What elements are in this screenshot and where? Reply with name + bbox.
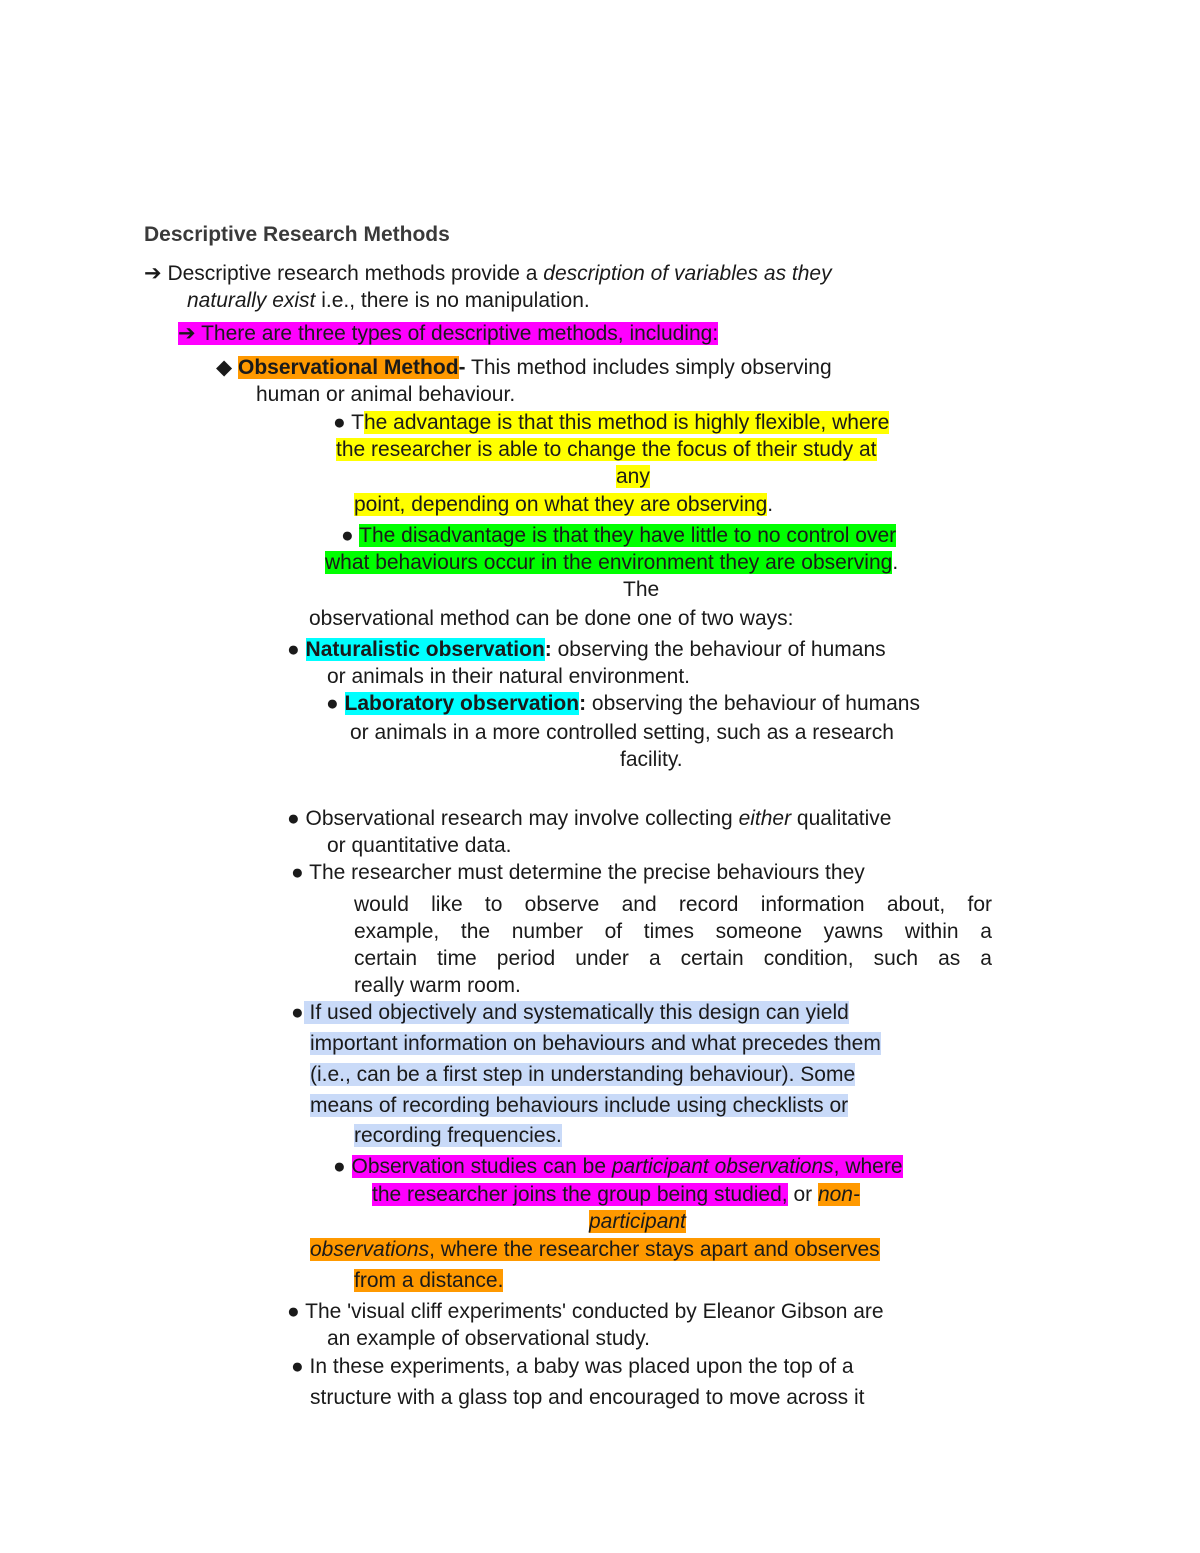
- qualitative-line-2: or quantitative data.: [327, 834, 512, 857]
- participant-line-3: participant: [589, 1210, 686, 1233]
- observational-method-line-2: human or animal behaviour.: [256, 383, 516, 406]
- document-title: Descriptive Research Methods: [144, 223, 450, 246]
- bullet-icon: ●: [326, 692, 339, 715]
- precise-line-3: example, the number of times someone yawns within a: [354, 920, 992, 943]
- objective-line-2: important information on behaviours and what precedes them: [310, 1032, 881, 1055]
- types-line: ➔ There are three types of descriptive methods, including:: [178, 322, 719, 345]
- bullet-icon: ●: [287, 807, 300, 830]
- intro-line-2: naturally exist i.e., there is no manipulation.: [187, 289, 590, 312]
- bullet-icon: ●: [287, 638, 300, 661]
- precise-line-5: really warm room.: [354, 974, 521, 997]
- bullet-icon: ●: [287, 1300, 300, 1323]
- objective-line-1: ● If used objectively and systematically this design can yield: [291, 1001, 849, 1024]
- laboratory-line-2: or animals in a more controlled setting, such as a research: [350, 721, 894, 744]
- disadvantage-line-3: The: [623, 578, 660, 601]
- disadvantage-line-4: observational method can be done one of two ways:: [309, 607, 794, 630]
- laboratory-line-1: ● Laboratory observation: observing the behaviour of humans: [326, 692, 920, 715]
- disadvantage-line-1: ● The disadvantage is that they have little to no control over: [341, 524, 897, 547]
- naturalistic-line-2: or animals in their natural environment.: [327, 665, 691, 688]
- bullet-icon: ●: [333, 411, 346, 434]
- participant-line-4: observations, where the researcher stays apart and observes: [310, 1238, 880, 1261]
- participant-line-5: from a distance.: [354, 1269, 504, 1292]
- baby-line-1: ● In these experiments, a baby was placed upon the top of a: [291, 1355, 854, 1378]
- advantage-line-4: point, depending on what they are observing.: [354, 493, 774, 516]
- visual-cliff-line-1: ● The 'visual cliff experiments' conducted by Eleanor Gibson are: [287, 1300, 884, 1323]
- visual-cliff-line-2: an example of observational study.: [327, 1327, 650, 1350]
- diamond-icon: ◆: [216, 356, 233, 379]
- observational-method-term: Observational Method: [238, 356, 459, 379]
- bullet-icon: ●: [341, 524, 354, 547]
- arrow-icon: ➔: [178, 322, 196, 345]
- objective-line-3: (i.e., can be a first step in understanding behaviour). Some: [310, 1063, 856, 1086]
- advantage-line-2: the researcher is able to change the focus of their study at: [336, 438, 877, 461]
- naturalistic-term: Naturalistic observation: [305, 638, 545, 661]
- precise-line-4: certain time period under a certain condition, such as a: [354, 947, 992, 970]
- arrow-icon: ➔: [144, 262, 162, 285]
- precise-line-2: would like to observe and record information about, for: [354, 893, 992, 916]
- intro-line-1: ➔ Descriptive research methods provide a description of variables as they: [144, 262, 832, 285]
- baby-line-2: structure with a glass top and encouraged to move across it: [310, 1386, 865, 1409]
- qualitative-line-1: ● Observational research may involve collecting either qualitative: [287, 807, 892, 830]
- naturalistic-line-1: ● Naturalistic observation: observing the behaviour of humans: [287, 638, 886, 661]
- observational-method-line-1: ◆ Observational Method- This method includes simply observing: [216, 356, 832, 379]
- objective-line-5: recording frequencies.: [354, 1124, 562, 1147]
- bullet-icon: ●: [291, 861, 304, 884]
- laboratory-line-3: facility.: [620, 748, 683, 771]
- participant-line-1: ● Observation studies can be participant observations, where: [333, 1155, 903, 1178]
- precise-line-1: ● The researcher must determine the precise behaviours they: [291, 861, 865, 884]
- bullet-icon: ●: [333, 1155, 346, 1178]
- bullet-icon: ●: [291, 1355, 304, 1378]
- participant-line-2: the researcher joins the group being studied, or non-: [372, 1183, 860, 1206]
- advantage-line-1: ● The advantage is that this method is highly flexible, where: [333, 411, 890, 434]
- advantage-line-3: any: [616, 465, 650, 488]
- laboratory-term: Laboratory observation: [344, 692, 580, 715]
- disadvantage-line-2: what behaviours occur in the environment they are observing.: [325, 551, 899, 574]
- bullet-icon: ●: [291, 1001, 304, 1024]
- objective-line-4: means of recording behaviours include using checklists or: [310, 1094, 849, 1117]
